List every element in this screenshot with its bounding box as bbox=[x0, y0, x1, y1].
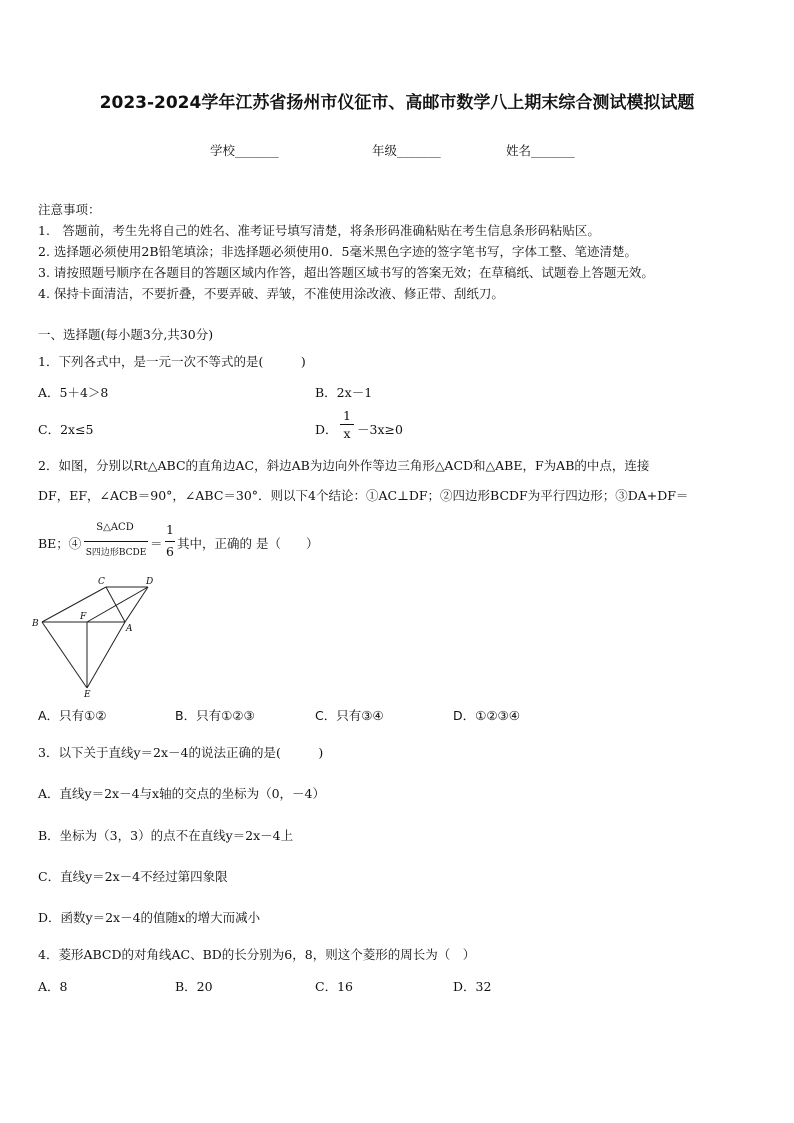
q2-line-3-prefix: BE；④ bbox=[38, 536, 82, 551]
q1-d-numerator: 1 bbox=[343, 408, 351, 423]
q2-line-3-suffix: 其中，正确的 是（ ） bbox=[177, 536, 319, 551]
q3-stem: 3．以下关于直线y＝2x－4的说法正确的是( ) bbox=[38, 745, 324, 760]
figure-label-c: C bbox=[98, 577, 105, 587]
q2-six: 6 bbox=[166, 544, 174, 559]
q1-stem: 1．下列各式中，是一元一次不等式的是( ) bbox=[38, 354, 306, 369]
q1-option-a: A．5＋4＞8 bbox=[38, 385, 109, 400]
q4-option-d: D．32 bbox=[453, 979, 492, 994]
notice-item-2: 2. 选择题必须使用2B铅笔填涂；非选择题必须使用0．5毫米黑色字迹的签字笔书写，字体工整、笔迹清楚。 bbox=[38, 244, 637, 259]
q2-one-sixth-bar bbox=[165, 541, 175, 542]
figure-label-d: D bbox=[146, 577, 154, 587]
q3-option-a: A．直线y＝2x－4与x轴的交点的坐标为（0，－4） bbox=[38, 786, 326, 801]
figure-label-a: A bbox=[126, 624, 133, 634]
notice-heading: 注意事项： bbox=[38, 202, 101, 217]
section-heading: 一、选择题(每小题3分,共30分) bbox=[38, 327, 214, 342]
figure-label-b: B bbox=[32, 619, 39, 629]
q4-option-b: B．20 bbox=[175, 979, 213, 994]
q2-equals: ＝ bbox=[150, 536, 163, 551]
q1-option-d-suffix: －3x≥0 bbox=[357, 422, 403, 437]
q3-option-c: C．直线y＝2x－4不经过第四象限 bbox=[38, 869, 228, 884]
name-field: 姓名_______ bbox=[506, 143, 575, 158]
q2-option-d: D．①②③④ bbox=[453, 708, 520, 723]
figure-label-f: F bbox=[80, 612, 87, 622]
q2-line-2: DF，EF，∠ACB＝90°，∠ABC＝30°．则以下4个结论：①AC⊥DF；②四边形BCDF为平行四边形；③DA+DF＝ bbox=[38, 488, 689, 503]
q2-option-c: C．只有③④ bbox=[315, 708, 384, 723]
q4-option-c: C．16 bbox=[315, 979, 353, 994]
school-field: 学校_______ bbox=[210, 143, 279, 158]
q1-d-fraction-bar bbox=[340, 424, 354, 425]
q2-fraction-numerator: S△ACD bbox=[96, 522, 134, 533]
q2-line-1: 2．如图，分别以Rt△ABC的直角边AC，斜边AB为边向外作等边三角形△ACD和△ABE，F为AB的中点，连接 bbox=[38, 458, 650, 473]
q2-geometry-figure bbox=[30, 572, 160, 700]
q1-d-denominator: x bbox=[343, 426, 351, 441]
q2-fraction-bar bbox=[84, 541, 148, 542]
q2-option-a: A．只有①② bbox=[38, 708, 107, 723]
figure-label-e: E bbox=[84, 690, 91, 700]
q3-option-d: D．函数y＝2x－4的值随x的增大而减小 bbox=[38, 910, 261, 925]
q3-option-b: B．坐标为（3，3）的点不在直线y＝2x－4上 bbox=[38, 828, 294, 843]
q2-option-b: B．只有①②③ bbox=[175, 708, 255, 723]
q2-fraction-denominator: S四边形BCDE bbox=[85, 548, 147, 558]
q1-option-c: C．2x≤5 bbox=[38, 422, 94, 437]
q4-option-a: A．8 bbox=[38, 979, 68, 994]
q1-option-d-prefix: D． bbox=[315, 422, 338, 437]
notice-item-4: 4. 保持卡面清洁，不要折叠，不要弄破、弄皱，不准使用涂改液、修正带、刮纸刀。 bbox=[38, 286, 504, 301]
q4-stem: 4．菱形ABCD的对角线AC、BD的长分别为6，8，则这个菱形的周长为（ ） bbox=[38, 947, 476, 962]
page-title: 2023-2024学年江苏省扬州市仪征市、高邮市数学八上期末综合测试模拟试题 bbox=[99, 93, 695, 113]
notice-item-3: 3. 请按照题号顺序在各题目的答题区域内作答，超出答题区域书写的答案无效；在草稿纸、试题卷上答题无效。 bbox=[38, 265, 654, 280]
q2-one: 1 bbox=[166, 522, 174, 537]
grade-field: 年级_______ bbox=[372, 143, 441, 158]
notice-item-1: 1. 答题前，考生先将自己的姓名、准考证号填写清楚，将条形码准确粘贴在考生信息条形码粘贴区。 bbox=[38, 223, 600, 238]
q1-option-b: B．2x－1 bbox=[315, 385, 373, 400]
